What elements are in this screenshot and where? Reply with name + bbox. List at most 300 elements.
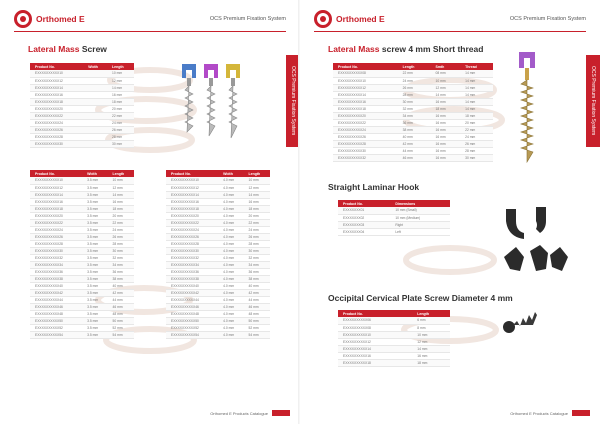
section-title-occipital-screw: Occipital Cervical Plate Screw Diameter 4 mm	[328, 293, 513, 303]
right-page	[300, 0, 600, 424]
lateral-mass-table-2	[30, 170, 134, 339]
table-cell: 16 mm	[108, 198, 134, 205]
table-cell: EXXXXXXXXXX12	[30, 184, 82, 191]
table-cell: EXXXXXXXXXX14	[338, 345, 412, 352]
table-cell: 3.5 mm	[82, 247, 107, 254]
header-divider-right	[314, 31, 586, 32]
table-cell: EXXXXXXXXXX46	[30, 303, 82, 310]
table-cell: EXXXXXXXXXX24	[166, 226, 218, 233]
table-row	[333, 147, 493, 154]
table-cell: 3.5 mm	[82, 205, 107, 212]
table-cell: 4.0 mm	[218, 184, 243, 191]
laminar-hook-table	[338, 200, 450, 236]
table-header-row	[30, 170, 134, 177]
lateral-mass-screws-image	[178, 58, 248, 158]
table-cell: EXXXXXXXXXX30	[166, 247, 218, 254]
table-cell: 4.0 mm	[218, 212, 243, 219]
table-cell: 16 mm	[430, 112, 460, 119]
table-cell: 18 mm	[108, 205, 134, 212]
column-header: Length	[108, 170, 134, 177]
brand-logo[interactable]	[14, 10, 85, 28]
column-header: Length	[412, 310, 450, 317]
table-cell: 3.5 mm	[82, 268, 107, 275]
side-tab-left: OCS Premium Fixation System	[286, 55, 300, 147]
table-cell: 24 mm	[244, 226, 270, 233]
table-cell: EXXXXXXXXXX50	[166, 317, 218, 324]
table-row	[166, 331, 270, 338]
table-cell: 28 mm	[398, 91, 431, 98]
table-cell: 3.5 mm	[82, 296, 107, 303]
table-cell: EXXXXXXXXXX22	[166, 219, 218, 226]
logo-mark-icon	[14, 10, 32, 28]
table-cell: 3.5 mm	[82, 261, 107, 268]
table-cell: EXXXXXXXXXX26	[30, 126, 83, 133]
table-cell: 14 mm	[244, 191, 270, 198]
table-cell: 22 mm	[460, 126, 493, 133]
table-cell: EXXXXXXXXXX08	[333, 70, 398, 77]
table-cell: 8 mm	[412, 324, 450, 331]
table-cell: 4.0 mm	[218, 233, 243, 240]
table-cell: EXXXXXXXXXX20	[333, 112, 398, 119]
table-cell: EXXXXXXX04	[338, 228, 390, 235]
table-cell: 28 mm	[108, 240, 134, 247]
table-cell: 4.0 mm	[218, 261, 243, 268]
table-header-row	[338, 310, 450, 317]
table-cell: EXXXXXXXXXX38	[166, 275, 218, 282]
lateral-mass-table-1	[30, 63, 134, 148]
table-row	[30, 296, 134, 303]
table-cell: EXXXXXXXXXX48	[166, 310, 218, 317]
table-row	[30, 310, 134, 317]
column-header: Length	[107, 63, 134, 70]
table-cell: 42 mm	[244, 289, 270, 296]
table-cell: EXXXXXXX01	[338, 207, 390, 214]
table-cell: 26 mm	[108, 233, 134, 240]
table-cell: EXXXXXXXXXX42	[166, 289, 218, 296]
table-cell: EXXXXXXXXXX34	[30, 261, 82, 268]
occipital-screw-table	[338, 310, 450, 367]
table-row	[333, 91, 493, 98]
table-cell: EXXXXXXXXXX28	[30, 133, 83, 140]
left-footer	[210, 410, 290, 416]
table-cell: 08 mm	[430, 70, 460, 77]
table-cell: EXXXXXXXXXX14	[30, 191, 82, 198]
table-cell: 16 mm	[430, 154, 460, 161]
column-header: Width	[218, 170, 243, 177]
table-row	[333, 77, 493, 84]
table-cell: 46 mm	[398, 154, 431, 161]
table-cell: 3.5 mm	[82, 275, 107, 282]
column-header: Product No.	[338, 310, 412, 317]
table-cell: 4.0 mm	[218, 254, 243, 261]
table-cell: EXXXXXXXXXX20	[30, 212, 82, 219]
table-row	[30, 331, 134, 338]
table-cell: EXXXXXXXXXX20	[30, 105, 83, 112]
table-cell: EXXXXXXXXXX08	[338, 324, 412, 331]
table-cell: 30 mm	[460, 154, 493, 161]
table-cell: 3.5 mm	[82, 191, 107, 198]
table-cell: 24 mm	[398, 77, 431, 84]
table-row	[166, 233, 270, 240]
side-tab-right: OCS Premium Fixation System	[586, 55, 600, 147]
table-row	[333, 105, 493, 112]
table-cell: 14 mm	[108, 191, 134, 198]
table-cell: EXXXXXXX03	[338, 221, 390, 228]
table-cell: 16 mm	[430, 98, 460, 105]
table-row	[30, 133, 134, 140]
table-cell: 42 mm	[398, 140, 431, 147]
table-row	[166, 198, 270, 205]
table-cell: Right	[390, 221, 450, 228]
table-cell: 50 mm	[108, 317, 134, 324]
laminar-hook-image	[500, 205, 580, 290]
table-row	[30, 105, 134, 112]
table-row	[338, 214, 450, 221]
table-cell: 36 mm	[108, 268, 134, 275]
table-row	[30, 261, 134, 268]
table-row	[30, 275, 134, 282]
table-cell: 14 mm	[460, 91, 493, 98]
footer-text-right: Orthomed E Products Catalogue	[510, 410, 568, 416]
table-row	[30, 324, 134, 331]
table-cell: EXXXXXXXXXX14	[333, 91, 398, 98]
table-cell: EXXXXXXXXXX40	[30, 282, 82, 289]
table-cell: 40 mm	[244, 282, 270, 289]
table-cell: 30 mm	[108, 247, 134, 254]
table-row	[30, 191, 134, 198]
table-row	[338, 338, 450, 345]
table-cell: 3.5 mm	[82, 254, 107, 261]
table-cell: EXXXXXXXXXX36	[166, 268, 218, 275]
table-cell: 3.5 mm	[82, 303, 107, 310]
table-row	[166, 219, 270, 226]
table-cell: 16 mm	[430, 119, 460, 126]
section-title-lateral-mass-screw	[28, 44, 107, 54]
table-cell: EXXXXXXXXXX10	[166, 177, 218, 184]
table-cell: EXXXXXXXXXX46	[166, 303, 218, 310]
table-cell: 14 mm	[412, 345, 450, 352]
table-cell: 16 mm	[107, 91, 134, 98]
table-cell: 46 mm	[108, 303, 134, 310]
table-cell: 10 mm	[412, 331, 450, 338]
table-cell: EXXXXXXXXXX10	[30, 70, 83, 77]
table-cell: 52 mm	[244, 324, 270, 331]
table-cell: EXXXXXXXXXX16	[30, 91, 83, 98]
table-cell: EXXXXXXXXXX28	[333, 140, 398, 147]
table-header-row	[338, 200, 450, 207]
table-cell: EXXXXXXXXXX38	[30, 275, 82, 282]
short-thread-table	[333, 63, 493, 162]
table-row	[30, 282, 134, 289]
table-row	[338, 324, 450, 331]
table-row	[166, 184, 270, 191]
table-row	[166, 324, 270, 331]
column-header: Product No.	[166, 170, 218, 177]
column-header: Length	[398, 63, 431, 70]
table-row	[338, 352, 450, 359]
table-row	[166, 289, 270, 296]
table-cell: EXXXXXXXXXX32	[166, 254, 218, 261]
table-cell: 3.5 mm	[82, 177, 107, 184]
table-cell: 14 mm	[107, 84, 134, 91]
table-cell: 40 mm	[108, 282, 134, 289]
table-cell	[83, 105, 107, 112]
column-header: Product No.	[333, 63, 398, 70]
table-cell: 20 mm	[244, 212, 270, 219]
table-cell: 3.5 mm	[82, 282, 107, 289]
header-system-name-right: OCS Premium Fixation System	[509, 16, 586, 22]
table-cell: 4.0 mm	[218, 219, 243, 226]
footer-bar	[272, 410, 290, 416]
table-cell: 30 mm	[244, 247, 270, 254]
table-cell: 12 mm	[412, 338, 450, 345]
table-cell: 54 mm	[108, 331, 134, 338]
table-cell: 20 mm	[460, 119, 493, 126]
table-cell: 3.5 mm	[82, 233, 107, 240]
table-cell: 44 mm	[108, 296, 134, 303]
table-row	[166, 296, 270, 303]
table-cell: EXXXXXXXXXX26	[333, 133, 398, 140]
table-cell: 50 mm	[244, 317, 270, 324]
table-cell: EXXXXXXXXXX40	[166, 282, 218, 289]
table-cell: EXXXXXXXXXX26	[30, 233, 82, 240]
right-footer	[510, 410, 590, 416]
table-cell: 3.5 mm	[82, 226, 107, 233]
table-cell: 22 mm	[244, 219, 270, 226]
table-cell: 38 mm	[108, 275, 134, 282]
table-cell: 24 mm	[460, 133, 493, 140]
table-cell: 4.0 mm	[218, 240, 243, 247]
table-row	[166, 261, 270, 268]
table-row	[30, 254, 134, 261]
table-cell: 3.5 mm	[82, 324, 107, 331]
table-cell	[83, 126, 107, 133]
table-cell: EXXXXXXXXXX18	[30, 98, 83, 105]
table-row	[166, 191, 270, 198]
table-row	[338, 359, 450, 366]
table-row	[166, 268, 270, 275]
table-row	[30, 247, 134, 254]
table-cell: 12 mm	[430, 84, 460, 91]
table-row	[30, 91, 134, 98]
table-cell: 20 mm	[107, 105, 134, 112]
table-cell: EXXXXXXXXXX20	[166, 212, 218, 219]
footer-text: Orthomed E Products Catalogue	[210, 410, 268, 416]
table-row	[30, 289, 134, 296]
table-cell: 16 mm	[430, 140, 460, 147]
table-cell: 22 mm	[108, 219, 134, 226]
table-cell: EXXXXXXXXXX14	[166, 191, 218, 198]
header-divider	[14, 31, 286, 32]
title-accent: Lateral Mass	[328, 44, 380, 54]
table-cell: EXXXXXXXXXX12	[338, 338, 412, 345]
table-cell: 32 mm	[108, 254, 134, 261]
table-cell: 34 mm	[108, 261, 134, 268]
table-cell: EXXXXXXXXXX12	[166, 184, 218, 191]
title-rest: screw 4 mm Short thread	[379, 44, 484, 54]
table-row	[338, 221, 450, 228]
table-row	[166, 177, 270, 184]
table-cell: EXXXXXXXXXX36	[30, 268, 82, 275]
table-cell: 10 mm	[107, 70, 134, 77]
column-header: Product No.	[30, 170, 82, 177]
column-header: Dimensions	[390, 200, 450, 207]
table-row	[333, 133, 493, 140]
table-cell: EXXXXXXXXXX54	[166, 331, 218, 338]
table-row	[166, 226, 270, 233]
table-cell: 40 mm	[398, 133, 431, 140]
table-cell: EXXXXXXXXXX30	[333, 147, 398, 154]
table-cell: 4.0 mm	[218, 282, 243, 289]
table-row	[338, 207, 450, 214]
table-cell: 18 mm	[244, 205, 270, 212]
table-row	[30, 112, 134, 119]
table-cell: 10 mm	[430, 77, 460, 84]
table-cell	[83, 140, 107, 147]
table-cell: 14 mm	[430, 91, 460, 98]
table-cell: 28 mm	[460, 147, 493, 154]
table-cell: 44 mm	[398, 147, 431, 154]
table-row	[30, 205, 134, 212]
table-cell: EXXXXXXXXXX34	[166, 261, 218, 268]
table-cell: EXXXXXXXXXX22	[30, 219, 82, 226]
table-cell: 3.5 mm	[82, 219, 107, 226]
table-cell: 52 mm	[108, 324, 134, 331]
table-row	[30, 226, 134, 233]
table-cell: 16 mm	[430, 147, 460, 154]
table-cell: EXXXXXXXXXX18	[166, 205, 218, 212]
table-cell: EXXXXXXXXXX10	[338, 331, 412, 338]
table-cell: 4.0 mm	[218, 198, 243, 205]
table-row	[30, 219, 134, 226]
table-cell: 20 mm	[108, 212, 134, 219]
table-row	[166, 240, 270, 247]
table-row	[338, 317, 450, 324]
table-cell: 4.0 mm	[218, 303, 243, 310]
table-cell: EXXXXXXXXXX24	[30, 119, 83, 126]
table-cell	[83, 112, 107, 119]
table-cell: EXXXXXXXXXX12	[30, 77, 83, 84]
table-cell: 4.0 mm	[218, 191, 243, 198]
table-cell: EXXXXXXXXXX10	[30, 177, 82, 184]
table-row	[30, 126, 134, 133]
table-row	[30, 240, 134, 247]
table-row	[166, 310, 270, 317]
table-row	[166, 303, 270, 310]
table-cell: EXXXXXXXXXX12	[333, 84, 398, 91]
table-cell: EXXXXXXXXXX28	[166, 240, 218, 247]
section-title-laminar-hook: Straight Laminar Hook	[328, 182, 420, 192]
table-cell	[83, 119, 107, 126]
table-cell: 18 mm	[430, 105, 460, 112]
table-row	[30, 70, 134, 77]
table-row	[30, 77, 134, 84]
table-cell: 4.0 mm	[218, 177, 243, 184]
table-row	[30, 303, 134, 310]
title-rest: Screw	[79, 44, 107, 54]
table-cell: 14 mm	[460, 105, 493, 112]
brand-logo-right[interactable]	[314, 10, 385, 28]
table-cell: 4.0 mm	[218, 310, 243, 317]
table-cell: 4.0 mm	[218, 289, 243, 296]
table-cell	[83, 84, 107, 91]
section-title-lateral-mass-short-thread	[328, 44, 483, 54]
table-cell: 14 mm	[460, 77, 493, 84]
table-row	[30, 119, 134, 126]
table-row	[30, 317, 134, 324]
table-cell: EXXXXXXXXXX50	[30, 317, 82, 324]
table-cell: 4.0 mm	[218, 268, 243, 275]
table-row	[333, 84, 493, 91]
table-row	[166, 254, 270, 261]
table-cell: 36 mm	[398, 119, 431, 126]
table-cell	[83, 91, 107, 98]
table-cell: 54 mm	[244, 331, 270, 338]
table-cell: EXXXXXXXXXX48	[30, 310, 82, 317]
right-header	[314, 10, 586, 32]
table-cell: EXXXXXXXXXX52	[166, 324, 218, 331]
table-cell: EXXXXXXX02	[338, 214, 390, 221]
table-cell: 26 mm	[244, 233, 270, 240]
table-cell: EXXXXXXXXXX14	[30, 84, 83, 91]
table-cell: 38 mm	[244, 275, 270, 282]
table-cell	[83, 133, 107, 140]
table-row	[30, 233, 134, 240]
table-cell: EXXXXXXXXXX30	[30, 247, 82, 254]
table-row	[30, 84, 134, 91]
table-cell: EXXXXXXXXXX16	[30, 198, 82, 205]
table-cell: 48 mm	[108, 310, 134, 317]
table-cell: EXXXXXXXXXX16	[338, 352, 412, 359]
table-row	[30, 140, 134, 147]
table-cell: 26 mm	[460, 140, 493, 147]
table-cell: 10 mm	[108, 177, 134, 184]
table-row	[338, 228, 450, 235]
table-cell: 36 mm	[244, 268, 270, 275]
table-cell: EXXXXXXXXXX52	[30, 324, 82, 331]
table-cell: 32 mm	[244, 254, 270, 261]
table-row	[30, 177, 134, 184]
table-cell: EXXXXXXXXXX26	[166, 233, 218, 240]
table-cell: 4.0 mm	[218, 317, 243, 324]
table-row	[166, 205, 270, 212]
table-cell: 3.5 mm	[82, 289, 107, 296]
title-accent: Lateral Mass	[28, 44, 80, 54]
table-row	[166, 275, 270, 282]
table-cell: 32 mm	[398, 105, 431, 112]
table-row	[166, 282, 270, 289]
table-cell: EXXXXXXXXXX06	[338, 317, 412, 324]
table-header-row	[166, 170, 270, 177]
table-cell: 18 mm	[412, 359, 450, 366]
table-cell: 14 mm	[460, 70, 493, 77]
table-cell: 3.5 mm	[82, 331, 107, 338]
table-cell: EXXXXXXXXXX24	[333, 126, 398, 133]
table-cell: 12 mm	[108, 184, 134, 191]
table-row	[338, 345, 450, 352]
table-cell: 3.5 mm	[82, 198, 107, 205]
table-cell: EXXXXXXXXXX28	[30, 240, 82, 247]
table-cell: EXXXXXXXXXX24	[30, 226, 82, 233]
table-header-row	[333, 63, 493, 70]
table-cell: 44 mm	[244, 296, 270, 303]
table-cell: 30 mm	[107, 140, 134, 147]
table-cell: EXXXXXXXXXX42	[30, 289, 82, 296]
table-cell	[83, 98, 107, 105]
table-cell: 16 mm	[412, 352, 450, 359]
column-header: Width	[82, 170, 107, 177]
table-cell: EXXXXXXXXXX32	[30, 254, 82, 261]
